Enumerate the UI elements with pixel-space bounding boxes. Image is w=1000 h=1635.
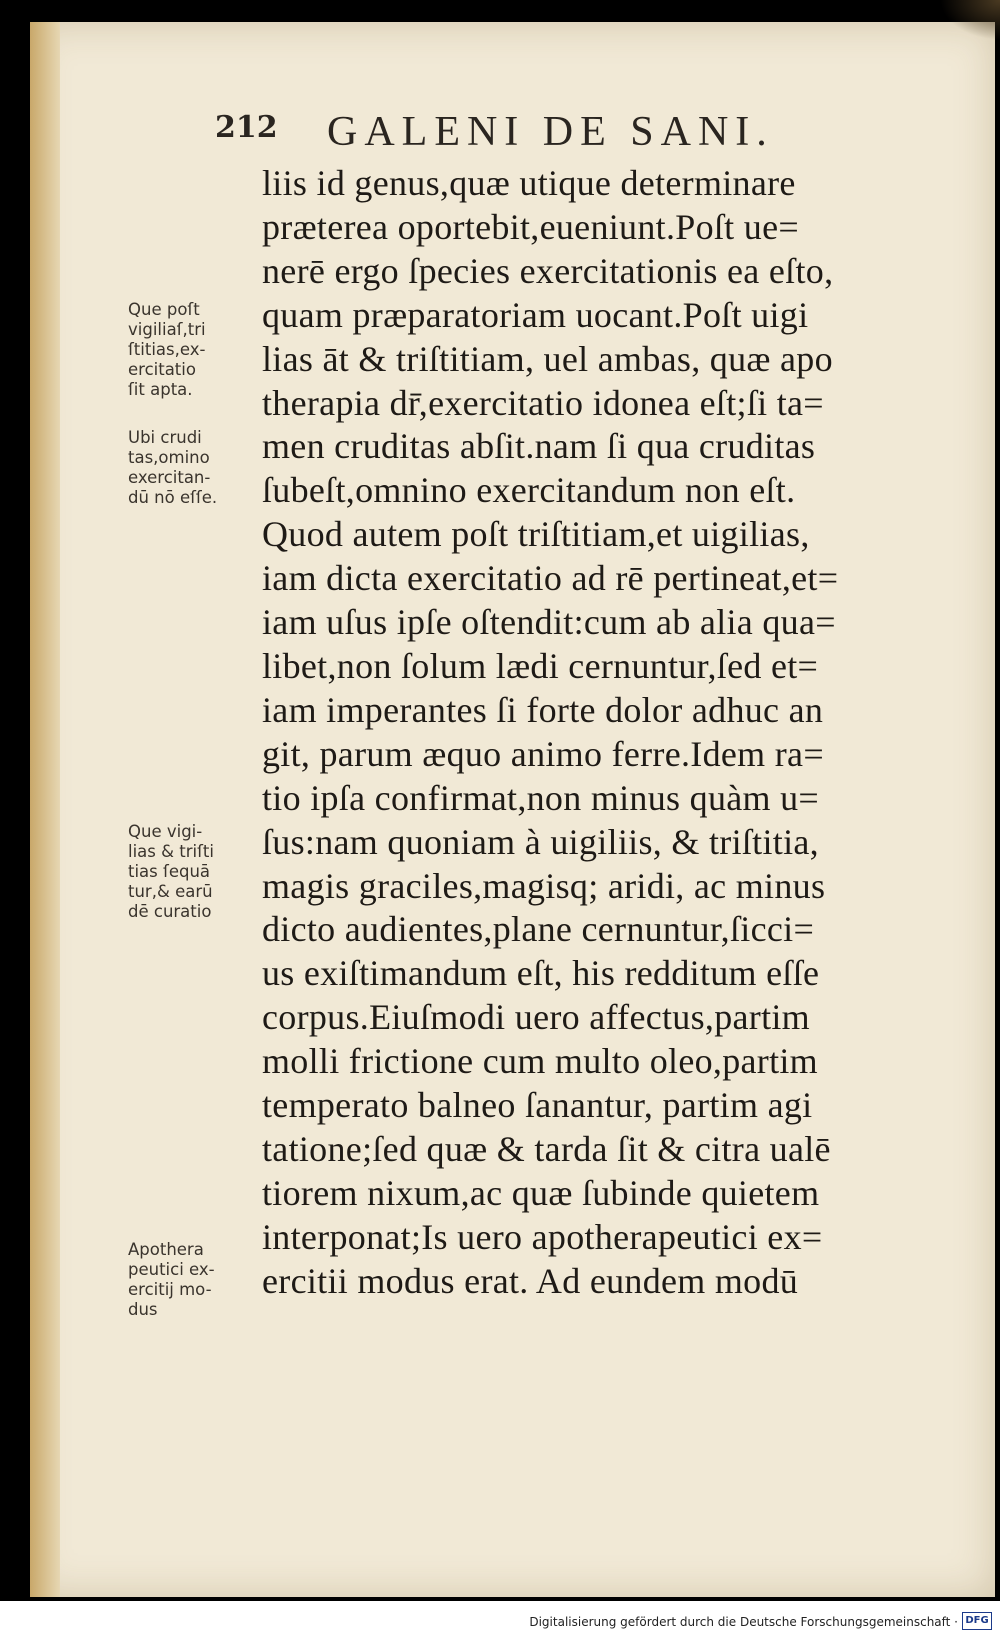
- text-line: men cruditas abſit.nam ſi qua cruditas: [262, 426, 816, 467]
- marginal-note-line: tur,& earū: [128, 882, 213, 901]
- marginal-note-line: Que poſt: [128, 300, 200, 319]
- text-line: temperato balneo ſanantur, partim agi: [262, 1085, 813, 1126]
- marginal-note-line: peutici ex-: [128, 1260, 215, 1279]
- marginal-note-line: ſtitias,ex-: [128, 340, 206, 359]
- marginal-note-3: [128, 822, 263, 922]
- funding-credit: Digitalisierung gefördert durch die Deutsche Forschungsgemeinschaft ·: [529, 1615, 958, 1629]
- dfg-logo: DFG: [962, 1612, 992, 1630]
- text-line: therapia dr̄,exercitatio idonea eſt;ſi ta=: [262, 382, 824, 423]
- marginal-note-line: lias & triſti: [128, 842, 214, 861]
- main-text-block: [262, 162, 922, 1304]
- text-line: tatione;ſed quæ & tarda ſit & citra ualē: [262, 1128, 831, 1169]
- text-line: magis graciles,magisq; aridi, ac minus: [262, 865, 826, 906]
- marginal-note-line: dē curatio: [128, 902, 212, 921]
- marginal-note-2: [128, 428, 263, 508]
- text-line: tiorem nixum,ac quæ ſubinde quietem: [262, 1172, 820, 1213]
- marginal-note-line: Que vigi-: [128, 822, 203, 841]
- text-line: libet,non ſolum lædi cernuntur,ſed et=: [262, 645, 819, 686]
- text-line: us exiſtimandum eſt, his redditum eſſe: [262, 953, 820, 994]
- marginal-note-line: vigiliaſ,tri: [128, 320, 206, 339]
- text-line: Quod autem poſt triſtitiam,et uigilias,: [262, 514, 810, 555]
- text-line: dicto audientes,plane cernuntur,ſicci=: [262, 909, 815, 950]
- text-line: quam præparatoriam uocant.Poſt uigi: [262, 294, 809, 335]
- page-header: [215, 108, 915, 158]
- footer-bar: [0, 1601, 1000, 1635]
- marginal-note-line: ercitatio: [128, 360, 196, 379]
- text-line: liis id genus,quæ utique determinare: [262, 163, 796, 203]
- text-line: iam dicta exercitatio ad rē pertineat,et=: [262, 558, 839, 599]
- marginal-note-line: ſit apta.: [128, 380, 193, 399]
- page-gutter-shadow: [30, 22, 60, 1597]
- marginal-note-4: [128, 1240, 263, 1320]
- text-line: ſus:nam quoniam à uigiliis, & triſtitia,: [262, 821, 819, 862]
- text-line: interponat;Is uero apotherapeutici ex=: [262, 1216, 823, 1257]
- text-line: nerē ergo ſpecies exercitationis ea eſto,: [262, 250, 834, 291]
- text-line: iam imperantes ſi forte dolor adhuc an: [262, 689, 824, 730]
- marginal-note-line: tias ſequā: [128, 862, 211, 881]
- marginal-note-line: ercitij mo-: [128, 1280, 212, 1299]
- page-number: 212: [215, 110, 278, 145]
- text-line: ercitii modus erat. Ad eundem modū: [262, 1260, 799, 1301]
- text-line: iam uſus ipſe oſtendit:cum ab alia qua=: [262, 602, 836, 643]
- text-line: molli frictione cum multo oleo,partim: [262, 1041, 818, 1082]
- marginal-note-line: Ubi crudi: [128, 428, 202, 447]
- text-line: lias āt & triſtitiam, uel ambas, quæ apo: [262, 338, 833, 379]
- text-line: præterea oportebit,eueniunt.Poſt ue=: [262, 206, 799, 247]
- marginal-note-line: Apothera: [128, 1240, 204, 1259]
- marginal-note-1: [128, 300, 263, 400]
- text-line: tio ipſa confirmat,non minus quàm u=: [262, 777, 820, 818]
- marginal-note-line: exercitan-: [128, 468, 211, 487]
- page-corner-shadow: [940, 0, 1000, 40]
- running-title: GALENI DE SANI.: [327, 109, 774, 155]
- text-line: git, parum æquo animo ferre.Idem ra=: [262, 733, 824, 774]
- marginal-note-line: dus: [128, 1300, 158, 1319]
- text-line: ſubeſt,omnino exercitandum non eſt.: [262, 470, 796, 511]
- text-line: corpus.Eiuſmodi uero affectus,partim: [262, 997, 810, 1038]
- marginal-note-line: tas,omino: [128, 448, 210, 467]
- marginal-note-line: dū nō eſſe.: [128, 488, 218, 507]
